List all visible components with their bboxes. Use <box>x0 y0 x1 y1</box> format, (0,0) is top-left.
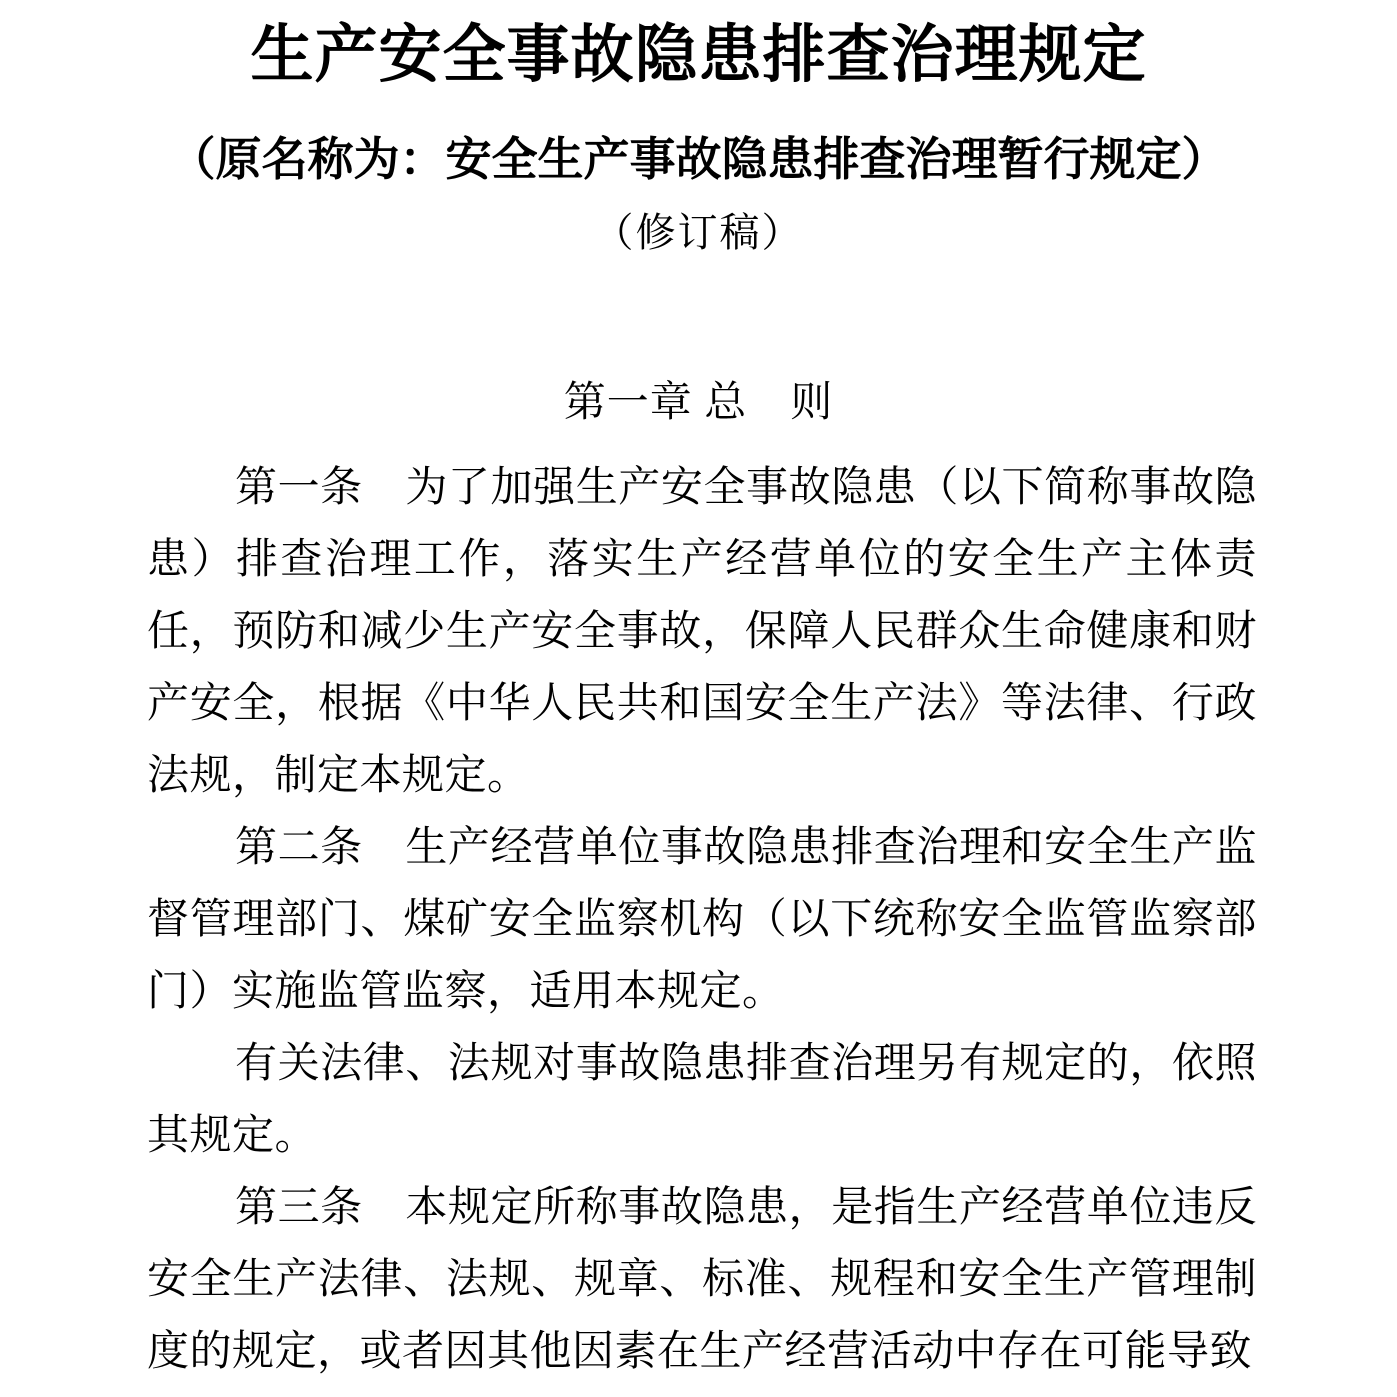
article-paragraph: 第二条 生产经营单位事故隐患排查治理和安全生产监督管理部门、煤矿安全监察机构（以下统称安全监管监察部门）实施监管监察，适用本规定。 <box>147 825 1257 1015</box>
article-paragraph: 第三条 本规定所称事故隐患，是指生产经营单位违反安全生产法律、法规、规章、标准、规程和安全生产管理制度的规定，或者因其他因素在生产经营活动中存在可能导致 <box>147 1185 1257 1375</box>
revision-label: （修订稿） <box>593 210 804 255</box>
document-body <box>147 452 1257 1388</box>
article-paragraph: 有关法律、法规对事故隐患排查治理另有规定的，依照其规定。 <box>147 1041 1257 1159</box>
page-title: 生产安全事故隐患排查治理规定 <box>250 20 1147 90</box>
article-paragraph: 第一条 为了加强生产安全事故隐患（以下简称事故隐患）排查治理工作，落实生产经营单位的安全生产主体责任，预防和减少生产安全事故，保障人民群众生命健康和财产安全，根据《中华人民共和国安全生产法》等法律、行政法规，制定本规定。 <box>147 465 1257 799</box>
chapter-heading: 第一章 总 则 <box>563 380 834 426</box>
page-subtitle: （原名称为：安全生产事故隐患排查治理暂行规定） <box>169 134 1228 185</box>
